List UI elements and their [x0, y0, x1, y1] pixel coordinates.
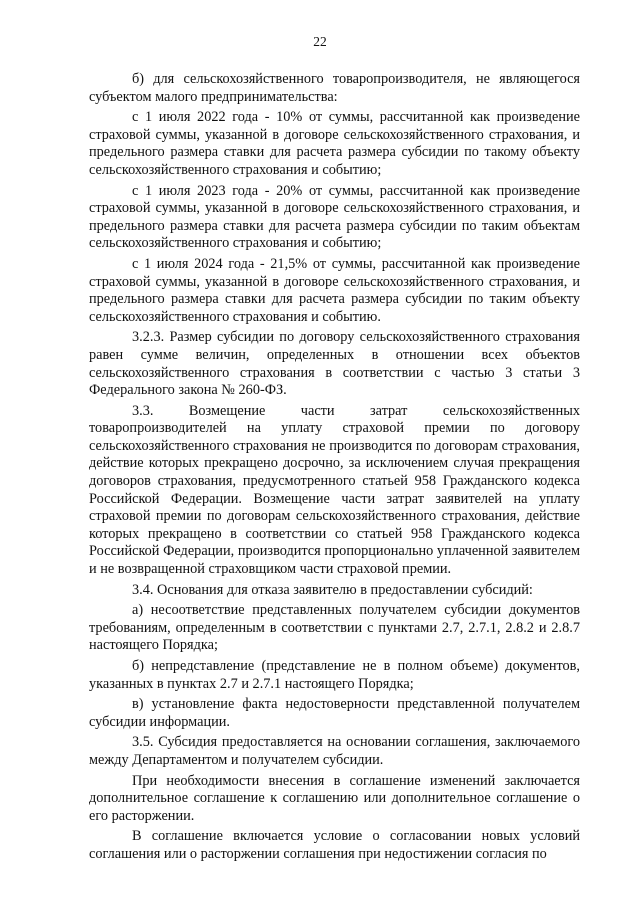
paragraph-rate-2022: с 1 июля 2022 года - 10% от суммы, рассчитанной как произведение страховой суммы, указанной в договоре сельскохозяйственного страхования, и предельного размера ставки для расчета размера субсидии по такому объекту сельскохозяйственного страхования и событию; [89, 109, 580, 178]
paragraph-3-4-b: б) непредставление (представление не в полном объеме) документов, указанных в пунктах 2.7 и 2.7.1 настоящего Порядка; [89, 658, 580, 692]
document-body [89, 71, 580, 867]
paragraph-rate-2024: с 1 июля 2024 года - 21,5% от суммы, рассчитанной как произведение страховой суммы, указанной в договоре сельскохозяйственного страхования, и предельного размера ставки для расчета размера субсидии по таким объекту сельскохозяйственного страхования и событию. [89, 255, 580, 325]
paragraph-3-4: 3.4. Основания для отказа заявителю в предоставлении субсидий: [132, 581, 533, 598]
paragraph-3-2-2-b-intro: б) для сельскохозяйственного товаропроизводителя, не являющегося субъектом малого предпринимательства: [89, 71, 580, 105]
paragraph-3-4-a: а) несоответствие представленных получателем субсидии документов требованиям, определенным в соответствии с пунктами 2.7, 2.7.1, 2.8.2 и 2.8.7 настоящего Порядка; [89, 602, 580, 654]
paragraph-3-5: 3.5. Субсидия предоставляется на основании соглашения, заключаемого между Департаментом и получателем субсидии. [89, 734, 580, 768]
paragraph-3-4-v: в) установление факта недостоверности представленной получателем субсидии информации. [89, 696, 580, 730]
paragraph-3-3: 3.3. Возмещение части затрат сельскохозяйственных товаропроизводителей на уплату страховой премии по договору сельскохозяйственного страхования не производится по договорам страхования, действие которых прекращено досрочно, за исключением случая прекращения договоров страхования, предусмотренного статьей 958 Гражданского кодекса Российской Федерации. Возмещение части затрат заявителей на уплату страховой премии по договорам сельскохозяйственного страхования, действие которых прекращено в соответствии со статьей 958 Гражданского кодекса Российской Федерации, производится пропорционально уплаченной заявителем и не возвращенной страховщиком части страховой премии. [89, 402, 580, 578]
paragraph-3-2-3: 3.2.3. Размер субсидии по договору сельскохозяйственного страхования равен сумме величин, определенных в отношении всех объектов сельскохозяйственного страхования в соответствии с частью 3 статьи 3 Федерального закона № 260-ФЗ. [89, 329, 580, 399]
paragraph-amendments: При необходимости внесения в соглашение изменений заключается дополнительное соглашение к соглашению или дополнительное соглашение о его расторжении. [89, 772, 580, 824]
paragraph-rate-2023: с 1 июля 2023 года - 20% от суммы, рассчитанной как произведение страховой суммы, указанной в договоре сельскохозяйственного страхования, и предельного размера ставки для расчета размера субсидии по таким объектам сельскохозяйственного страхования и событию; [89, 182, 580, 252]
paragraph-agreement-conditions: В соглашение включается условие о согласовании новых условий соглашения или о расторжении соглашения при недостижении согласия по [89, 828, 580, 862]
page-number: 22 [313, 34, 327, 49]
